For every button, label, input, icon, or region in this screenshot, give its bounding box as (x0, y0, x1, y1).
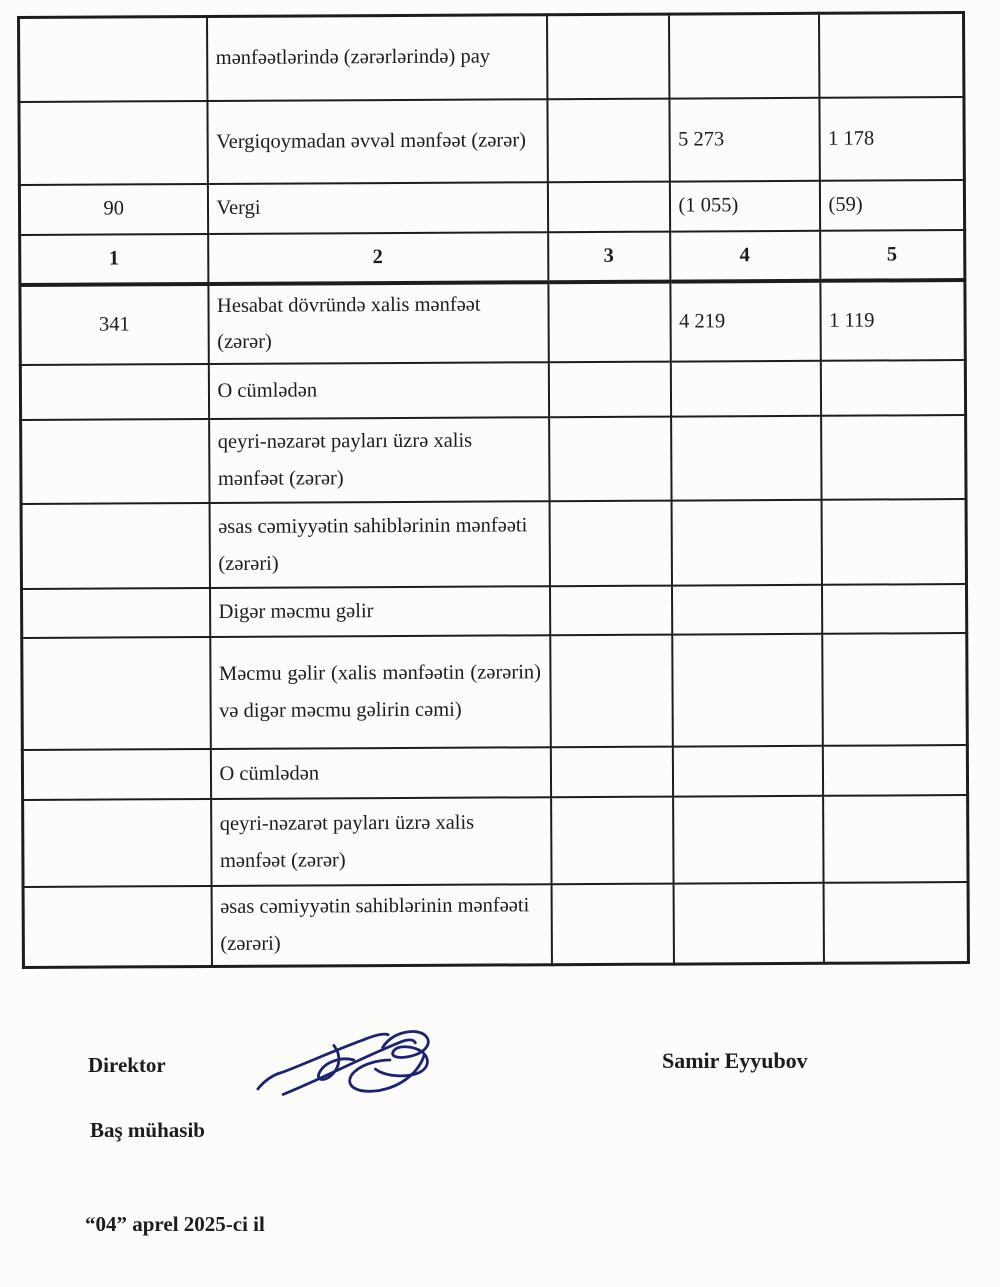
column-number-cell: 2 (208, 232, 548, 284)
table-row (23, 795, 968, 887)
previous-period-cell (818, 13, 963, 98)
previous-period-cell (821, 415, 966, 500)
code-cell (22, 637, 211, 750)
previous-period-cell (823, 882, 968, 963)
previous-period-cell: (59) (819, 180, 964, 231)
current-period-cell (673, 883, 823, 964)
code-cell (19, 17, 207, 102)
table-row (21, 415, 966, 504)
current-period-cell (672, 746, 822, 797)
code-cell (23, 799, 211, 887)
label-cell: O cümlədən (210, 747, 550, 799)
previous-period-cell (823, 795, 968, 883)
label-cell: Məcmu gəlir (xalis mənfəətin (zərərin) və digər məcmu gəlirin cəmi) (210, 636, 551, 750)
code-cell: 341 (20, 284, 208, 366)
note-cell (547, 98, 669, 182)
previous-period-cell (821, 584, 966, 634)
current-period-cell (670, 361, 820, 417)
current-period-cell: 4 219 (670, 280, 820, 362)
table-row (22, 745, 967, 800)
table-row (20, 280, 965, 366)
table-row (19, 97, 964, 185)
current-period-cell (673, 796, 823, 884)
column-number-cell: 5 (820, 230, 965, 281)
label-cell: əsas cəmiyyətin sahiblərinin mənfəəti (zərəri) (209, 502, 549, 589)
note-cell (549, 501, 671, 587)
code-cell (22, 588, 210, 638)
table-row (20, 360, 965, 420)
previous-period-cell (822, 633, 968, 746)
note-cell (547, 14, 669, 99)
label-cell: əsas cəmiyyətin sahiblərinin mənfəəti (zərəri) (211, 884, 551, 966)
previous-period-cell (821, 499, 966, 585)
column-number-cell: 1 (20, 234, 208, 285)
current-period-cell (671, 585, 821, 635)
code-cell (21, 503, 209, 589)
director-name: Samir Eyyubov (662, 1048, 808, 1073)
table-row (19, 13, 964, 102)
note-cell (551, 797, 673, 885)
code-cell (20, 364, 208, 420)
label-cell: Vergiqoymadan əvvəl mənfəət (zərər) (207, 99, 547, 184)
code-cell (22, 749, 210, 800)
table-row (22, 633, 968, 750)
note-cell (549, 417, 671, 502)
director-signature-ink (247, 1020, 437, 1100)
label-cell: Hesabat dövründə xalis mənfəət (zərər) (208, 282, 548, 365)
column-number-cell: 4 (670, 230, 820, 281)
table-row (23, 882, 968, 967)
current-period-cell (671, 500, 821, 586)
previous-period-cell: 1 178 (819, 97, 964, 181)
previous-period-cell (822, 745, 967, 796)
column-number-header-row (20, 230, 965, 285)
note-cell (550, 747, 672, 798)
note-cell (551, 884, 673, 965)
code-cell (21, 419, 209, 504)
current-period-cell: 5 273 (669, 97, 819, 181)
label-cell: qeyri-nəzarət payları üzrə xalis mənfəət (zərər) (209, 418, 549, 504)
table-row (19, 180, 964, 235)
document-date: “04” aprel 2025-ci il (85, 1212, 265, 1236)
table-row (21, 499, 966, 589)
note-cell (548, 281, 670, 362)
label-cell: mənfəətlərində (zərərlərində) pay (207, 15, 547, 101)
note-cell (550, 635, 673, 748)
column-number-cell: 3 (548, 231, 670, 282)
current-period-cell (668, 13, 818, 98)
code-cell: 90 (19, 184, 207, 235)
director-title-label: Direktor (88, 1053, 166, 1077)
label-cell: O cümlədən (208, 363, 548, 420)
code-cell (19, 101, 207, 185)
label-cell: Digər məcmu gəlir (209, 587, 549, 638)
current-period-cell (672, 634, 823, 747)
table-row (22, 584, 967, 638)
current-period-cell (671, 416, 821, 501)
profit-loss-table (17, 11, 970, 969)
note-cell (548, 362, 670, 418)
label-cell: Vergi (207, 182, 547, 234)
chief-accountant-title-label: Baş mühasib (90, 1118, 205, 1142)
current-period-cell: (1 055) (669, 180, 819, 231)
previous-period-cell (820, 360, 965, 416)
code-cell (23, 886, 211, 967)
label-cell: qeyri-nəzarət payları üzrə xalis mənfəət (zərər) (211, 797, 551, 886)
previous-period-cell: 1 119 (820, 280, 965, 362)
note-cell (547, 181, 669, 232)
note-cell (549, 586, 671, 636)
